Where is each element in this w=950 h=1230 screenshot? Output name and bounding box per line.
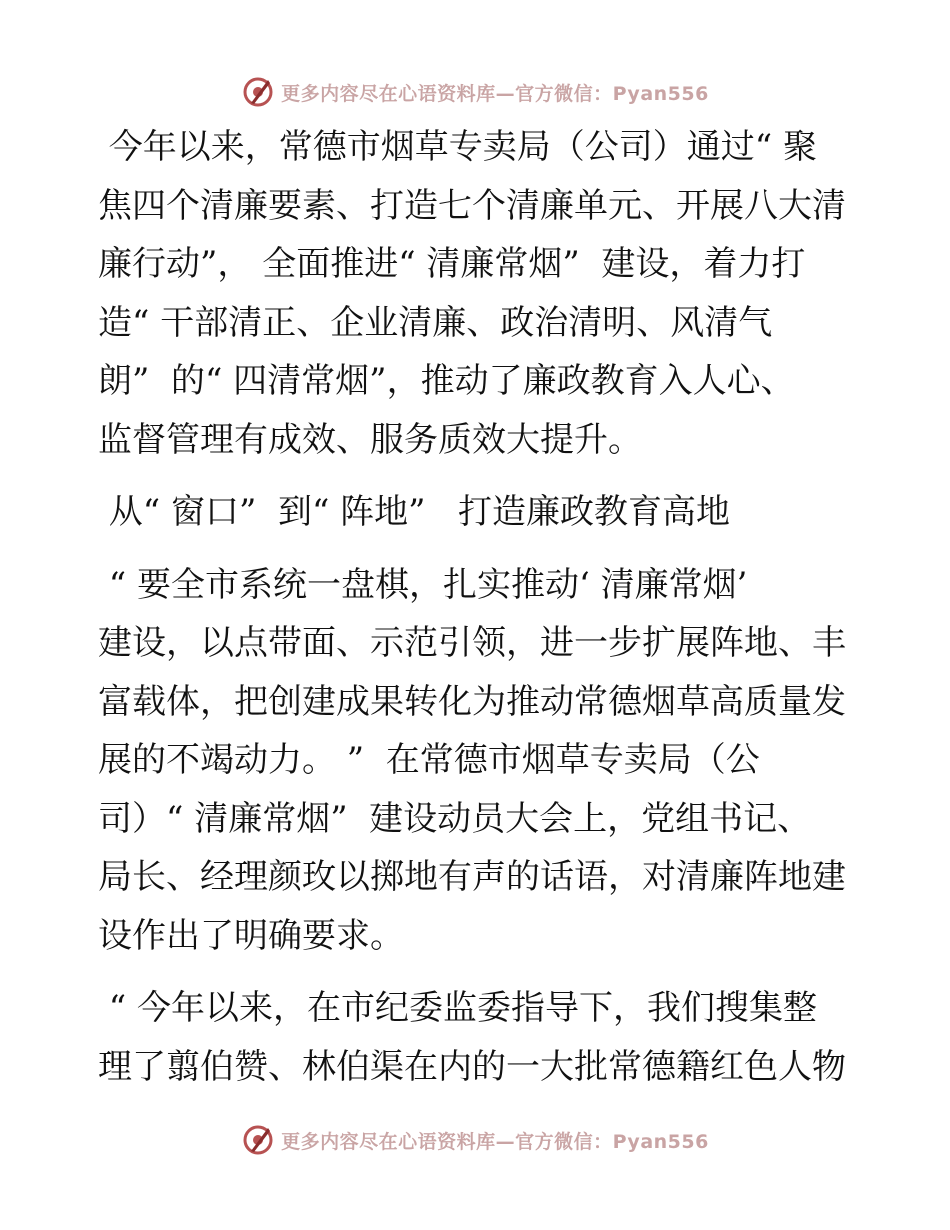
watermark-text: 更多内容尽在心语资料库—官方微信：Pyan556: [281, 82, 709, 105]
paragraph-gap: [98, 965, 858, 979]
header-watermark: [0, 72, 950, 112]
text-line: 设作出了明确要求。: [98, 915, 404, 956]
paragraph: [98, 483, 858, 542]
text-line: 展的不竭动力。 ” 在常德市烟草专卖局（公: [98, 740, 760, 780]
text-line: 理了翦伯赞、林伯渠在内的一大批常德籍红色人物: [98, 1046, 846, 1087]
document-body: [98, 118, 858, 1096]
text-line: 造“ 干部清正、企业清廉、政治清明、风清气: [98, 302, 773, 343]
text-line: “ 今年以来，在市纪委监委指导下，我们搜集整: [98, 988, 817, 1028]
paragraph: [98, 556, 858, 966]
text-line: 局长、经理颜玫以掷地有声的话语，对清廉阵地建: [98, 857, 846, 897]
paragraph-gap: [98, 542, 858, 556]
quill-seal-icon: [241, 75, 275, 109]
paragraph: [98, 118, 858, 469]
text-line: 司）“ 清廉常烟” 建设动员大会上，党组书记、: [98, 798, 812, 839]
text-line: “ 要全市系统一盘棋，扎实推动‘ 清廉常烟’: [98, 564, 748, 605]
paragraph: [98, 979, 858, 1096]
text-line: 廉行动”， 全面推进“ 清廉常烟” 建设，着力打: [98, 244, 806, 284]
text-line: 朗” 的“ 四清常烟”，推动了廉政教育入人心、: [98, 361, 795, 401]
text-line: 富载体，把创建成果转化为推动常德烟草高质量发: [98, 681, 846, 722]
footer-watermark: [0, 1120, 950, 1160]
text-line: 监督管理有成效、服务质效大提升。: [98, 419, 642, 460]
paragraph-gap: [98, 469, 858, 483]
quill-seal-icon: [241, 1123, 275, 1157]
watermark-text: 更多内容尽在心语资料库—官方微信：Pyan556: [281, 1130, 709, 1153]
text-line: 建设，以点带面、示范引领，进一步扩展阵地、丰: [98, 623, 846, 663]
text-line: 焦四个清廉要素、打造七个清廉单元、开展八大清: [98, 185, 846, 226]
text-line: 从“ 窗口” 到“ 阵地” 打造廉政教育高地: [98, 492, 730, 532]
text-line: 今年以来，常德市烟草专卖局（公司）通过“ 聚: [98, 127, 817, 167]
